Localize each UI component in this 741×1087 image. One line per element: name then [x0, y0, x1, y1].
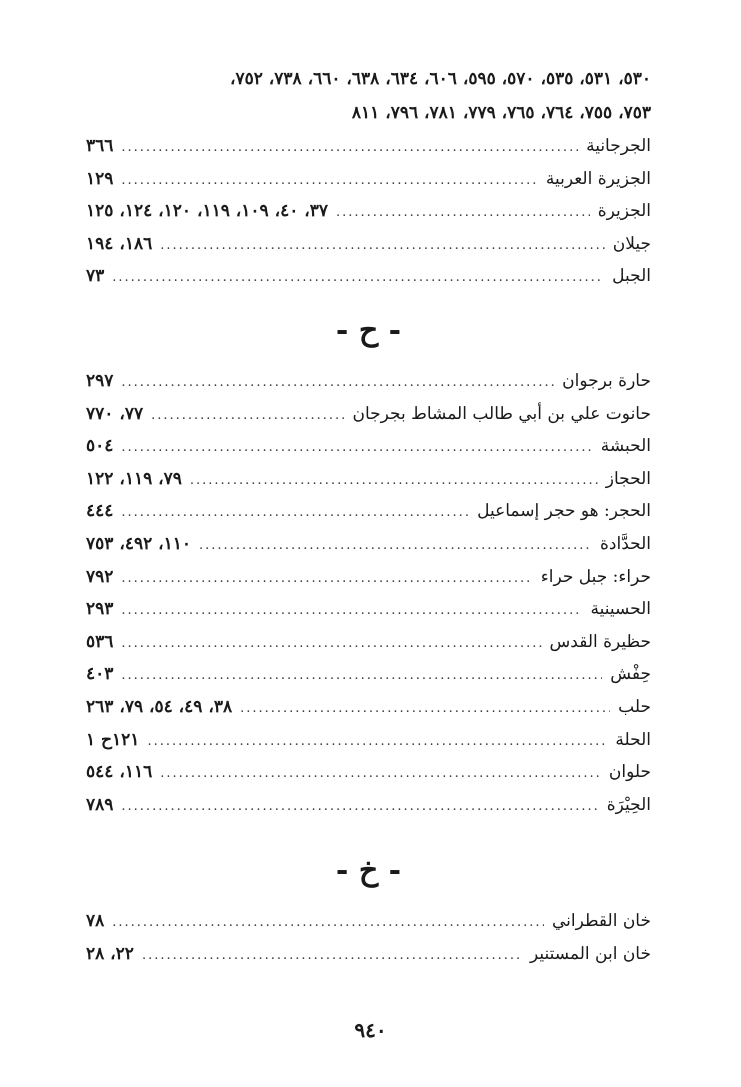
- entry-term: حانوت علي بن أبي طالب المشاط بجرجان: [352, 403, 651, 424]
- page-number: ٩٤٠: [354, 1018, 387, 1042]
- entry-term: الجبل: [612, 266, 651, 287]
- leader-dots: [121, 165, 537, 198]
- entry-pages: ١١٦، ٥٤٤: [86, 762, 153, 783]
- entry-pages: ٧٣: [86, 266, 105, 287]
- entry-term: حلب: [618, 696, 651, 717]
- section-heading-ha: - ح -: [335, 312, 402, 348]
- index-entry: [86, 163, 651, 196]
- index-entry: [86, 938, 651, 971]
- index-entry: [86, 724, 651, 757]
- entry-pages: ١٢١ح ١: [86, 729, 140, 750]
- leader-dots: [160, 758, 601, 791]
- index-entry: [86, 626, 651, 659]
- index-entry: [86, 561, 651, 594]
- continuation-block: [86, 62, 651, 130]
- index-entry: [86, 756, 651, 789]
- entry-pages: ١٢٩: [86, 168, 114, 189]
- entry-term: الجزيرة: [597, 201, 651, 222]
- entry-pages: ٢٩٣: [86, 599, 114, 620]
- entry-pages: ١٨٦، ١٩٤: [86, 233, 153, 254]
- leader-dots: [240, 693, 610, 726]
- entry-term: خان القطراني: [551, 911, 651, 932]
- index-entry: [86, 130, 651, 163]
- entry-term: حارة برجوان: [562, 370, 651, 391]
- index-entry: [86, 463, 651, 496]
- entry-pages: ٣٦٦: [86, 136, 114, 156]
- entry-pages: ٣٧، ٤٠، ١٠٩، ١١٩، ١٢٠، ١٢٤، ١٢٥: [86, 201, 328, 222]
- entry-pages: ٧٩، ١١٩، ١٢٢: [86, 468, 182, 489]
- entry-pages: ٤٤٤: [86, 501, 114, 522]
- index-entry: [86, 905, 651, 938]
- section-heading-kha: - خ -: [335, 853, 402, 889]
- entry-pages: ٥٠٤: [86, 436, 114, 457]
- entry-pages: ٤٠٣: [86, 664, 114, 685]
- index-entry: [86, 789, 651, 822]
- entry-term: الحجاز: [605, 468, 651, 489]
- index-entry: [86, 365, 651, 398]
- leader-dots: [112, 262, 604, 295]
- entry-pages: ٧٩٢: [86, 566, 114, 587]
- continuation-line: ٥٣٠، ٥٣١، ٥٣٥، ٥٧٠، ٥٩٥، ٦٠٦، ٦٣٤، ٦٣٨، ٦٦٠، ٧٣٨، ٧٥٢،: [229, 69, 651, 89]
- entry-term: الجزيرة العربية: [545, 168, 651, 189]
- leader-dots: [142, 940, 522, 973]
- entry-term: الحلة: [615, 729, 651, 750]
- continuation-line: ٧٥٣، ٧٥٥، ٧٦٤، ٧٦٥، ٧٧٩، ٧٨١، ٧٩٦، ٨١١: [351, 103, 651, 123]
- leader-dots: [151, 400, 344, 433]
- leader-dots: [160, 230, 605, 263]
- jim-entries: [86, 130, 651, 293]
- leader-dots: [121, 497, 469, 530]
- entry-term: خان ابن المستنير: [529, 943, 651, 964]
- leader-dots: [121, 791, 598, 824]
- leader-dots: [121, 367, 554, 400]
- index-entry: [86, 430, 651, 463]
- entry-term: حظيرة القدس: [549, 631, 651, 652]
- entry-pages: ١١٠، ٤٩٢، ٧٥٣: [86, 533, 192, 554]
- leader-dots: [121, 132, 578, 165]
- entry-pages: ٢٩٧: [86, 370, 114, 391]
- entry-term: الجرجانية: [586, 136, 651, 156]
- entry-pages: ٥٣٦: [86, 631, 114, 652]
- index-entry: [86, 658, 651, 691]
- index-entry: [86, 593, 651, 626]
- leader-dots: [199, 530, 592, 563]
- index-entry: [86, 495, 651, 528]
- index-entry: [86, 528, 651, 561]
- leader-dots: [147, 726, 607, 759]
- index-entry: [86, 691, 651, 724]
- entry-term: الحبشة: [600, 436, 651, 457]
- entry-term: حِفْش: [610, 664, 651, 685]
- leader-dots: [121, 563, 532, 596]
- leader-dots: [190, 465, 598, 498]
- leader-dots: [121, 660, 602, 693]
- entry-term: الحِيْرَة: [606, 794, 651, 815]
- entry-term: حلوان: [608, 762, 651, 783]
- entry-term: الحسينية: [590, 599, 651, 620]
- entry-pages: ٣٨، ٤٩، ٥٤، ٧٩، ٢٦٣: [86, 696, 233, 717]
- leader-dots: [121, 432, 592, 465]
- leader-dots: [121, 595, 582, 628]
- entry-term: حراء: جبل حراء: [540, 566, 651, 587]
- index-entry: [86, 195, 651, 228]
- index-entry: [86, 228, 651, 261]
- leader-dots: [121, 628, 541, 661]
- leader-dots: [112, 907, 544, 940]
- index-entry: [86, 398, 651, 431]
- index-entry: [86, 260, 651, 293]
- entry-pages: ٧٨٩: [86, 794, 114, 815]
- entry-term: الحدَّادة: [600, 533, 651, 554]
- ha-entries: [86, 365, 651, 821]
- entry-term: جيلان: [612, 233, 651, 254]
- entry-pages: ٧٧، ٧٧٠: [86, 403, 144, 424]
- entry-pages: ٧٨: [86, 911, 105, 932]
- entry-term: الحجر: هو حجر إسماعيل: [477, 501, 651, 522]
- leader-dots: [336, 197, 590, 230]
- kha-entries: [86, 905, 651, 970]
- index-page: [86, 62, 651, 970]
- entry-pages: ٢٢، ٢٨: [86, 943, 134, 964]
